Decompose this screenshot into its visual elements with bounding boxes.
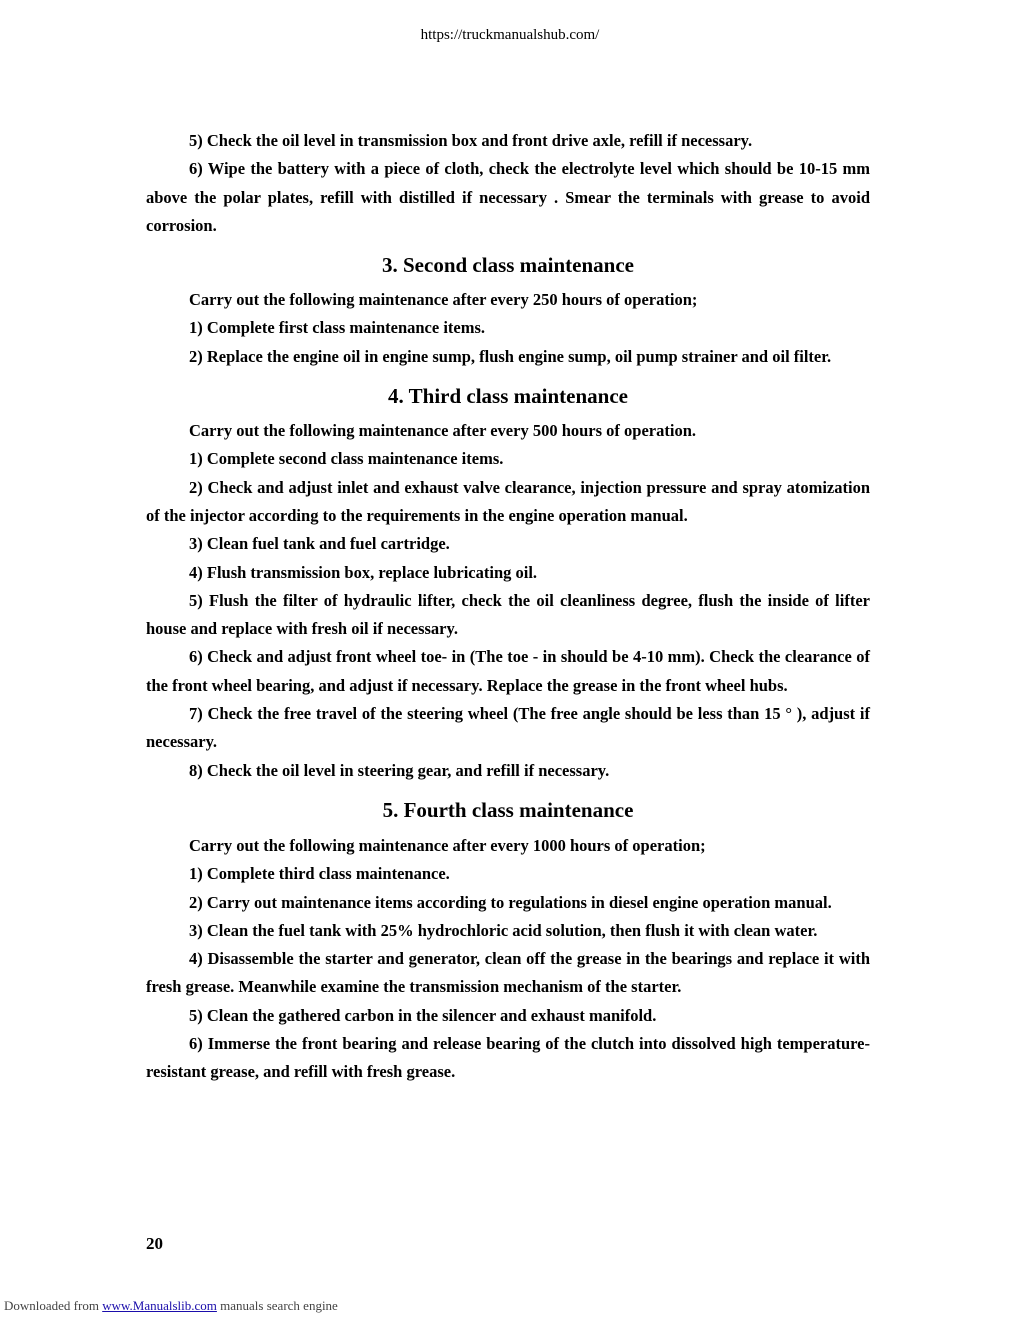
- paragraph-item: 6) Check and adjust front wheel toe- in (The toe - in should be 4-10 mm). Check the clearance of the front wheel bearing, and adjust if necessary. Replace the grease in the front wheel hubs.: [146, 647, 870, 695]
- paragraph-item: 2) Check and adjust inlet and exhaust valve clearance, injection pressure and spray atomization of the injector according to the requirements in the engine operation manual.: [146, 477, 870, 525]
- footer-suffix: manuals search engine: [220, 1298, 338, 1313]
- source-url: https://truckmanualshub.com/: [420, 27, 600, 43]
- footer-prefix: Downloaded from: [4, 1298, 99, 1313]
- paragraph-intro: Carry out the following maintenance after every 250 hours of operation;: [189, 290, 698, 310]
- page-number: 20: [146, 1234, 163, 1253]
- paragraph-item: 8) Check the oil level in steering gear, and refill if necessary.: [189, 760, 610, 780]
- paragraph-item: 1) Complete third class maintenance.: [189, 864, 450, 884]
- document-body: [146, 127, 870, 1087]
- paragraph-item: 5) Clean the gathered carbon in the silencer and exhaust manifold.: [189, 1005, 657, 1025]
- paragraph-item: 2) Carry out maintenance items according to regulations in diesel engine operation manual.: [189, 892, 832, 912]
- download-footer: [4, 1298, 338, 1314]
- paragraph-battery: 6) Wipe the battery with a piece of cloth, check the electrolyte level which should be 10-15 mm above the polar plates, refill with distilled if necessary . Smear the terminals with grease to avoid corrosion.: [146, 159, 870, 235]
- paragraph-item: 4) Disassemble the starter and generator, clean off the grease in the bearings and replace it with fresh grease. Meanwhile examine the transmission mechanism of the starter.: [146, 949, 870, 997]
- paragraph-item: 3) Clean the fuel tank with 25% hydrochloric acid solution, then flush it with clean water.: [189, 920, 818, 940]
- paragraph-item: 1) Complete first class maintenance items.: [189, 318, 486, 338]
- paragraph-intro: Carry out the following maintenance after every 1000 hours of operation;: [189, 835, 706, 855]
- paragraph-item: 5) Flush the filter of hydraulic lifter, check the oil cleanliness degree, flush the inside of lifter house and replace with fresh oil if necessary.: [146, 590, 870, 639]
- paragraph-item: 3) Clean fuel tank and fuel cartridge.: [189, 534, 450, 554]
- paragraph-item: 2) Replace the engine oil in engine sump, flush engine sump, oil pump strainer and oil filter.: [189, 346, 832, 366]
- paragraph-check-oil-level: 5) Check the oil level in transmission box and front drive axle, refill if necessary.: [189, 131, 753, 150]
- paragraph-item: 7) Check the free travel of the steering wheel (The free angle should be less than 15 ° ), adjust if necessary.: [146, 704, 870, 752]
- section-title-fourth-class: 5. Fourth class maintenance: [382, 797, 634, 822]
- paragraph-intro: Carry out the following maintenance after every 500 hours of operation.: [189, 421, 696, 441]
- paragraph-item: 4) Flush transmission box, replace lubricating oil.: [189, 562, 538, 582]
- section-title-second-class: 3. Second class maintenance: [382, 253, 634, 278]
- paragraph-item: 6) Immerse the front bearing and release bearing of the clutch into dissolved high temperature- resistant grease, and refill with fresh grease.: [146, 1034, 870, 1082]
- section-title-third-class: 4. Third class maintenance: [388, 384, 628, 409]
- paragraph-item: 1) Complete second class maintenance items.: [189, 449, 504, 469]
- manualslib-link[interactable]: www.Manualslib.com: [102, 1298, 217, 1313]
